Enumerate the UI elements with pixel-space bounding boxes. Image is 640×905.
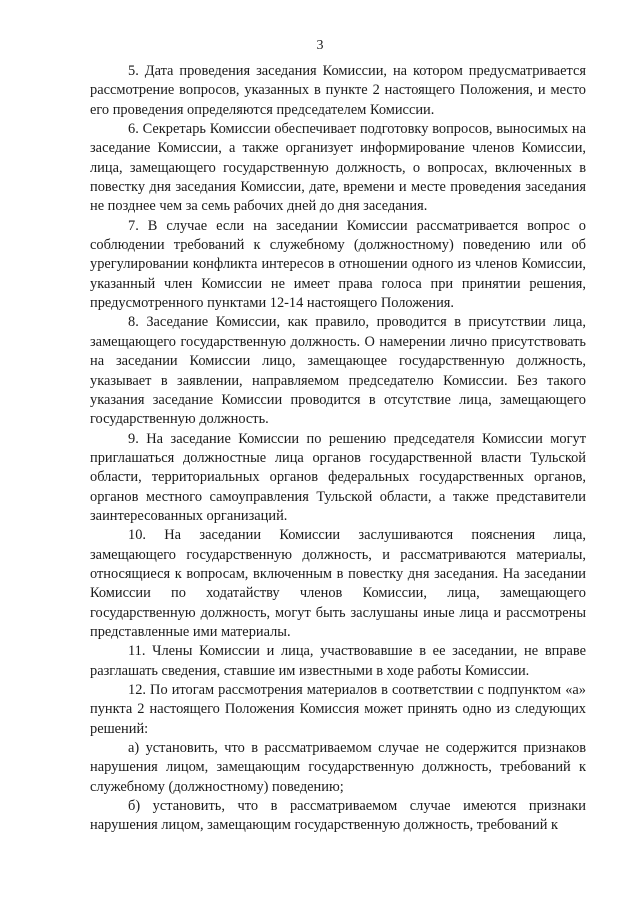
paragraph-7: 7. В случае если на заседании Комиссии рассматривается вопрос о соблюдении требований к служебному (должностному) поведению или об урегулировании конфликта интересов в отношении одного из членов Комиссии, указанный член Комиссии не имеет права голоса при принятии решения, предусмотренного пунктами 12-14 настоящего Положения. — [90, 217, 586, 312]
paragraph-9: 9. На заседание Комиссии по решению председателя Комиссии могут приглашаться должностные лица органов государственной власти Тульской области, территориальных органов федеральных государственных органов, органов местного самоуправления Тульской области, а также представители заинтересованных организаций. — [90, 430, 586, 524]
paragraph-10: 10. На заседании Комиссии заслушиваются пояснения лица, замещающего государственную должность, и рассматриваются материалы, относящиеся к вопросам, включенным в повестку дня заседания. На заседании Комиссии по ходатайству членов Комиссии, лица, замещающего государственную должность, могут быть заслушаны иные лица и рассмотрены представленные ими материалы. — [90, 527, 586, 640]
paragraph-11: 11. Члены Комиссии и лица, участвовавшие в ее заседании, не вправе разглашать сведения, ставшие им известными в ходе работы Комиссии. — [90, 643, 586, 679]
subparagraph-b: б) установить, что в рассматриваемом случае имеются признаки нарушения лицом, замещающим государственную должность, требований к — [90, 798, 586, 834]
document-body — [90, 62, 586, 836]
paragraph-5: 5. Дата проведения заседания Комиссии, на котором предусматривается рассмотрение вопросов, указанных в пункте 2 настоящего Положения, и место его проведения определяются председателем Комиссии. — [90, 63, 586, 118]
subparagraph-a: а) установить, что в рассматриваемом случае не содержится признаков нарушения лицом, замещающим государственную должность, требований к служебному (должностному) поведению; — [90, 740, 586, 795]
paragraph-12: 12. По итогам рассмотрения материалов в соответствии с подпунктом «а» пункта 2 настоящего Положения Комиссия может принять одно из следующих решений: — [90, 682, 586, 737]
paragraph-8: 8. Заседание Комиссии, как правило, проводится в присутствии лица, замещающего государственную должность. О намерении лично присутствовать на заседании Комиссии лицо, замещающее государственную должность, указывает в заявлении, направляемом председателю Комиссии. Без такого указания заседание Комиссии проводится в отсутствие лица, замещающего государственную должность. — [90, 314, 586, 428]
paragraph-6: 6. Секретарь Комиссии обеспечивает подготовку вопросов, выносимых на заседание Комиссии, а также организует информирование членов Комиссии, лица, замещающего государственную должность, о вопросах, включенных в повестку дня заседания Комиссии, дате, времени и месте проведения заседания не позднее чем за семь рабочих дней до дня заседания. — [90, 121, 586, 215]
page-number: 3 — [316, 38, 324, 53]
